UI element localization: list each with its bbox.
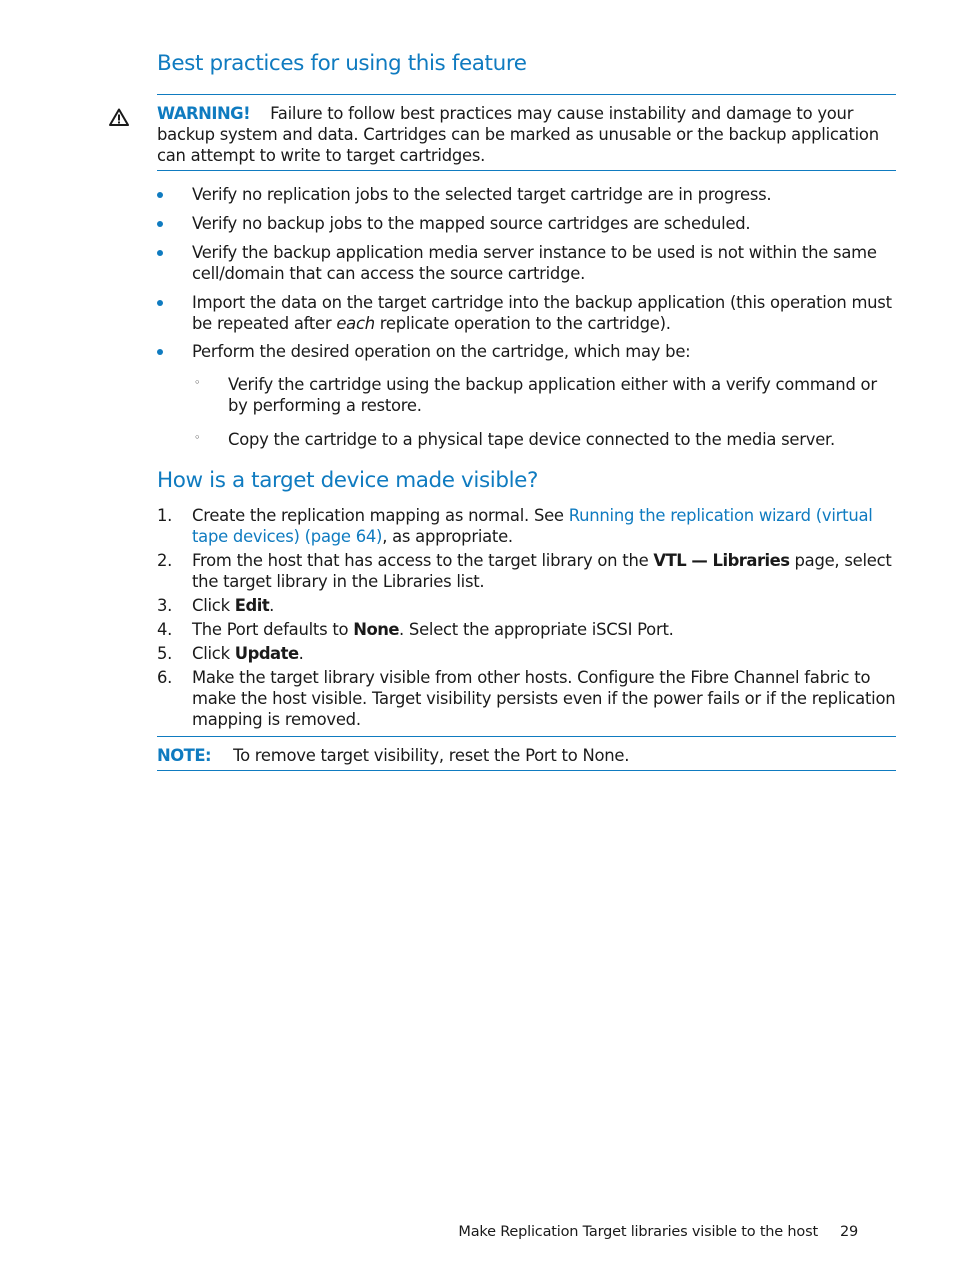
step-number: 5. bbox=[157, 644, 173, 663]
step-number: 6. bbox=[157, 668, 173, 687]
step-text: From the host that has access to the target library on the bbox=[192, 551, 654, 570]
step-bold-text: VTL — Libraries bbox=[653, 551, 790, 570]
replication-wizard-link[interactable]: Running the replication wizard (virtual tape devices) (page 64) bbox=[192, 506, 873, 546]
sub-list-item: Copy the cartridge to a physical tape device connected to the media server. bbox=[228, 430, 835, 449]
list-item: Verify no backup jobs to the mapped source cartridges are scheduled. bbox=[192, 214, 751, 233]
sub-list-item: Verify the cartridge using the backup application either with a verify command or by performing a restore. bbox=[228, 375, 877, 415]
step-number: 3. bbox=[157, 596, 173, 615]
note-bottom-rule bbox=[157, 770, 896, 771]
step-text: . bbox=[269, 596, 275, 615]
step-item bbox=[192, 643, 896, 664]
note-label: NOTE: bbox=[157, 746, 212, 765]
step-number: 1. bbox=[157, 506, 173, 525]
note-admonition bbox=[157, 745, 896, 766]
section-heading-target-visible: How is a target device made visible? bbox=[157, 468, 538, 493]
list-item: Verify no replication jobs to the selected target cartridge are in progress. bbox=[192, 185, 772, 204]
bullet-marker bbox=[157, 221, 163, 227]
warning-icon bbox=[109, 108, 129, 126]
list-item-text: Import the data on the target cartridge into the backup application (this operation must be repeated after bbox=[192, 293, 892, 333]
step-item: Make the target library visible from other hosts. Configure the Fibre Channel fabric to make the host visible. Target visibility persists even if the power fails or if the replication mapping is removed. bbox=[192, 668, 896, 729]
note-text: To remove target visibility, reset the Port to None. bbox=[233, 746, 630, 765]
warning-bottom-rule bbox=[157, 170, 896, 171]
step-number: 2. bbox=[157, 551, 173, 570]
step-item bbox=[192, 619, 896, 640]
step-text: , as appropriate. bbox=[382, 527, 513, 546]
sub-bullet-marker: ◦ bbox=[194, 376, 201, 389]
step-text: Click bbox=[192, 596, 235, 615]
list-item: Verify the backup application media server instance to be used is not within the same cell/domain that can access the source cartridge. bbox=[192, 243, 877, 283]
step-text: The Port defaults to bbox=[192, 620, 354, 639]
step-text: Create the replication mapping as normal. See bbox=[192, 506, 569, 525]
list-item: Perform the desired operation on the cartridge, which may be: bbox=[192, 342, 691, 361]
page-number: 29 bbox=[839, 1224, 858, 1240]
sub-bullet-marker: ◦ bbox=[194, 431, 201, 444]
page-footer bbox=[458, 1222, 858, 1243]
note-top-rule bbox=[157, 736, 896, 737]
step-bold-text: Edit bbox=[234, 596, 270, 615]
step-bold-text: Update bbox=[234, 644, 299, 663]
step-item bbox=[192, 595, 896, 616]
warning-label: WARNING! bbox=[157, 104, 251, 123]
step-text: . Select the appropriate iSCSI Port. bbox=[399, 620, 674, 639]
step-item bbox=[192, 505, 896, 547]
bullet-marker bbox=[157, 192, 163, 198]
footer-title: Make Replication Target libraries visible to the host bbox=[458, 1224, 818, 1240]
step-item bbox=[192, 550, 896, 592]
step-bold-text: None bbox=[353, 620, 399, 639]
list-item bbox=[192, 292, 896, 334]
section-heading-best-practices: Best practices for using this feature bbox=[157, 51, 527, 76]
warning-text: Failure to follow best practices may cause instability and damage to your backup system and data. Cartridges can be marked as unusable or the backup application can attempt to write to target cartridges. bbox=[157, 104, 879, 165]
warning-admonition bbox=[157, 103, 896, 166]
step-number: 4. bbox=[157, 620, 173, 639]
bullet-marker bbox=[157, 349, 163, 355]
warning-top-rule bbox=[157, 94, 896, 95]
list-item-text: replicate operation to the cartridge). bbox=[374, 314, 671, 333]
step-text: page, select the target library in the Libraries list. bbox=[192, 551, 892, 591]
bullet-marker bbox=[157, 300, 163, 306]
step-text: . bbox=[298, 644, 304, 663]
bullet-marker bbox=[157, 250, 163, 256]
step-text: Click bbox=[192, 644, 235, 663]
emphasis-text: each bbox=[336, 314, 375, 333]
